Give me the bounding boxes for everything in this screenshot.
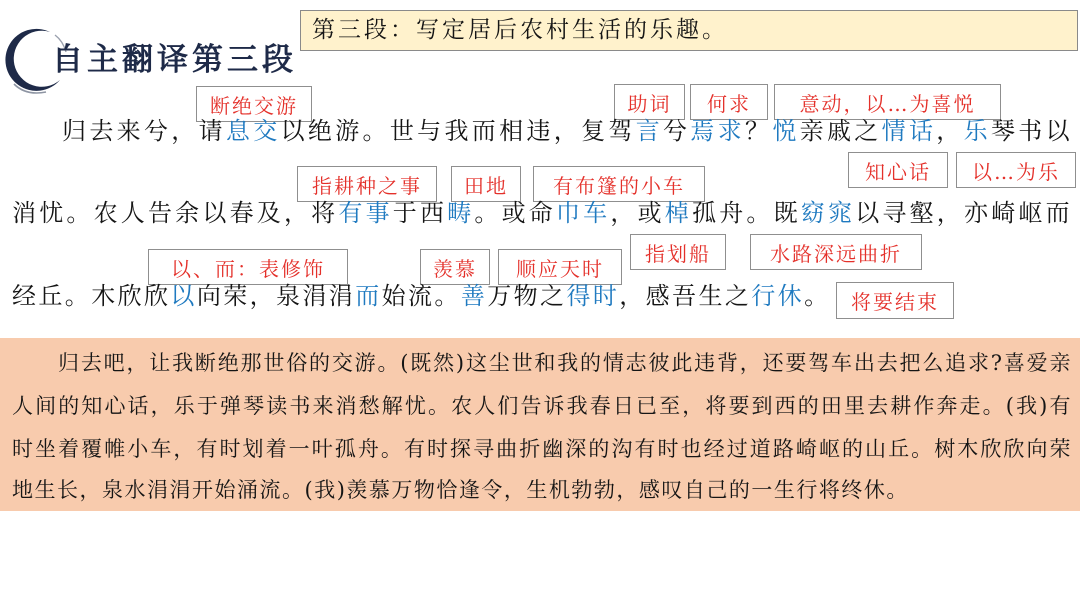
- translation-line: 归去吧，让我断绝那世俗的交游。(既然)这尘世和我的情志彼此违背，还要驾车出去把么追求?喜爱亲: [58, 351, 1072, 375]
- passage-text: 。或命: [474, 199, 556, 227]
- passage-line: [62, 116, 1072, 146]
- annotation-note: 意动，以…为喜悦: [774, 84, 1001, 120]
- annotation-note: 田地: [451, 166, 521, 202]
- annotation-note: 何求: [690, 84, 768, 120]
- annotation-note: 水路深远曲折: [750, 234, 922, 270]
- passage-text: 亲戚之: [799, 117, 882, 145]
- passage-text: 以绝游。世与我而相违，复驾: [280, 117, 636, 145]
- highlighted-word: 悦: [772, 117, 800, 145]
- annotation-note: 顺应天时: [498, 249, 622, 285]
- highlighted-word: 有事: [338, 199, 393, 227]
- passage-line: [12, 281, 1072, 311]
- annotation-note: 以、而：表修饰: [148, 249, 348, 285]
- highlighted-word: 窈窕: [800, 199, 856, 227]
- highlighted-word: 而: [355, 282, 382, 310]
- annotation-note: 以…为乐: [956, 152, 1076, 188]
- passage-text: 万物之: [487, 282, 567, 310]
- highlighted-word: 棹: [664, 199, 692, 227]
- annotation-note: 助词: [614, 84, 685, 120]
- passage-text: ，或: [610, 199, 665, 227]
- highlighted-word: 巾车: [555, 199, 611, 227]
- annotation-note: 羡慕: [420, 249, 490, 285]
- passage-text: 向荣，泉涓涓: [196, 282, 356, 310]
- translation-panel: [0, 338, 1080, 511]
- passage-text: 兮: [663, 117, 691, 145]
- passage-text: 琴书以: [990, 117, 1072, 145]
- passage-text: 归去来兮，请: [62, 117, 226, 145]
- passage-text: 消忧。农人告余以春及，将: [12, 199, 339, 227]
- highlighted-word: 息交: [225, 117, 281, 145]
- passage-text: 以寻壑，亦崎岖而: [855, 199, 1072, 227]
- annotation-note: 指划船: [630, 234, 726, 270]
- passage-text: ？: [745, 117, 773, 145]
- translation-line: 人间的知心话，乐于弹琴读书来消愁解忧。农人们告诉我春日已至，将要到西的田里去耕作奔走。(我)有: [12, 394, 1072, 418]
- passage-text: ，感吾生之: [619, 282, 752, 310]
- annotation-note: 断绝交游: [196, 86, 312, 122]
- highlighted-word: 得时: [566, 282, 620, 310]
- highlighted-word: 情话: [881, 117, 937, 145]
- passage-text: ，: [936, 117, 964, 145]
- annotation-note: 指耕种之事: [297, 166, 437, 202]
- highlighted-word: 焉求: [690, 117, 746, 145]
- highlighted-word: 行休: [751, 282, 805, 310]
- topic-banner: 第三段：写定居后农村生活的乐趣。: [300, 10, 1078, 51]
- highlighted-word: 畴: [447, 199, 475, 227]
- highlighted-word: 善: [460, 282, 488, 310]
- passage-text: 于西: [392, 199, 448, 227]
- highlighted-word: 以: [170, 282, 197, 310]
- translation-line: 时坐着覆帷小车，有时划着一叶孤舟。有时探寻曲折幽深的沟有时也经过道路崎岖的山丘。树木欣欣向荣: [12, 437, 1072, 461]
- passage-text: 。: [804, 282, 831, 310]
- section-title: 自主翻译第三段: [52, 42, 297, 78]
- passage-line: [12, 198, 1072, 228]
- passage-text: 孤舟。既: [692, 199, 801, 227]
- highlighted-word: 言: [635, 117, 664, 145]
- annotation-note: 有布篷的小车: [533, 166, 705, 202]
- passage-text: 始流。: [381, 282, 461, 310]
- annotation-note: 将要结束: [836, 282, 954, 319]
- highlighted-word: 乐: [963, 117, 991, 145]
- passage-text: 经丘。木欣欣: [12, 282, 171, 310]
- translation-line: 地生长，泉水涓涓开始涌流。(我)羡慕万物恰逢令，生机勃勃，感叹自己的一生行将终休。: [12, 478, 909, 502]
- annotation-note: 知心话: [848, 152, 948, 188]
